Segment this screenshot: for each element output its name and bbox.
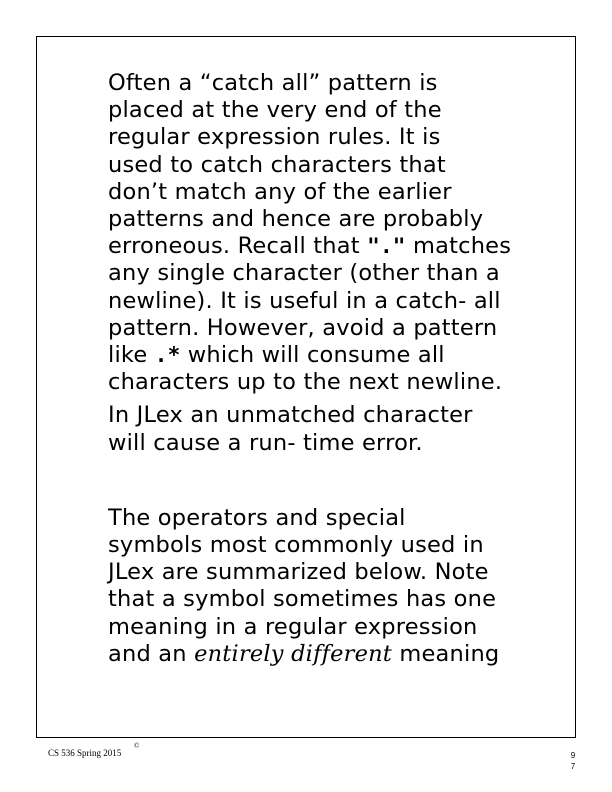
- slide-body: [108, 70, 548, 668]
- page-number-line: 9: [570, 751, 576, 760]
- paragraph-catch-all: [108, 70, 548, 396]
- emphasis-text: entirely different: [194, 640, 393, 667]
- text-segment: The operators and special symbols most commonly used in JLex are summarized below. Note that a symbol sometimes has one meaning in a regular expression and an: [108, 504, 497, 667]
- copyright-icon: ©: [134, 742, 140, 750]
- footer-course: CS 536 Spring 2015: [48, 748, 122, 758]
- page-number-line: 7: [570, 762, 576, 771]
- text-segment: meaning: [392, 640, 500, 667]
- text-segment: which will consume all characters up to the next newline.: [108, 342, 503, 396]
- text-segment: matches any single character (other than a newline). It is useful in a catch- all pattern. However, avoid a pattern like: [108, 233, 512, 369]
- paragraph-operators: [108, 505, 548, 668]
- code-dot: ".": [367, 234, 406, 259]
- page-number: [568, 750, 578, 772]
- code-dot-star: .*: [154, 343, 181, 368]
- text-segment: Often a “catch all” pattern is placed at the very end of the regular expression rules. It is used to catch characters that don’t match any of the earlier patterns and hence are probably erroneous. Recall that: [108, 70, 484, 260]
- paragraph-unmatched: In JLex an unmatched character will cause a run- time error.: [108, 402, 473, 456]
